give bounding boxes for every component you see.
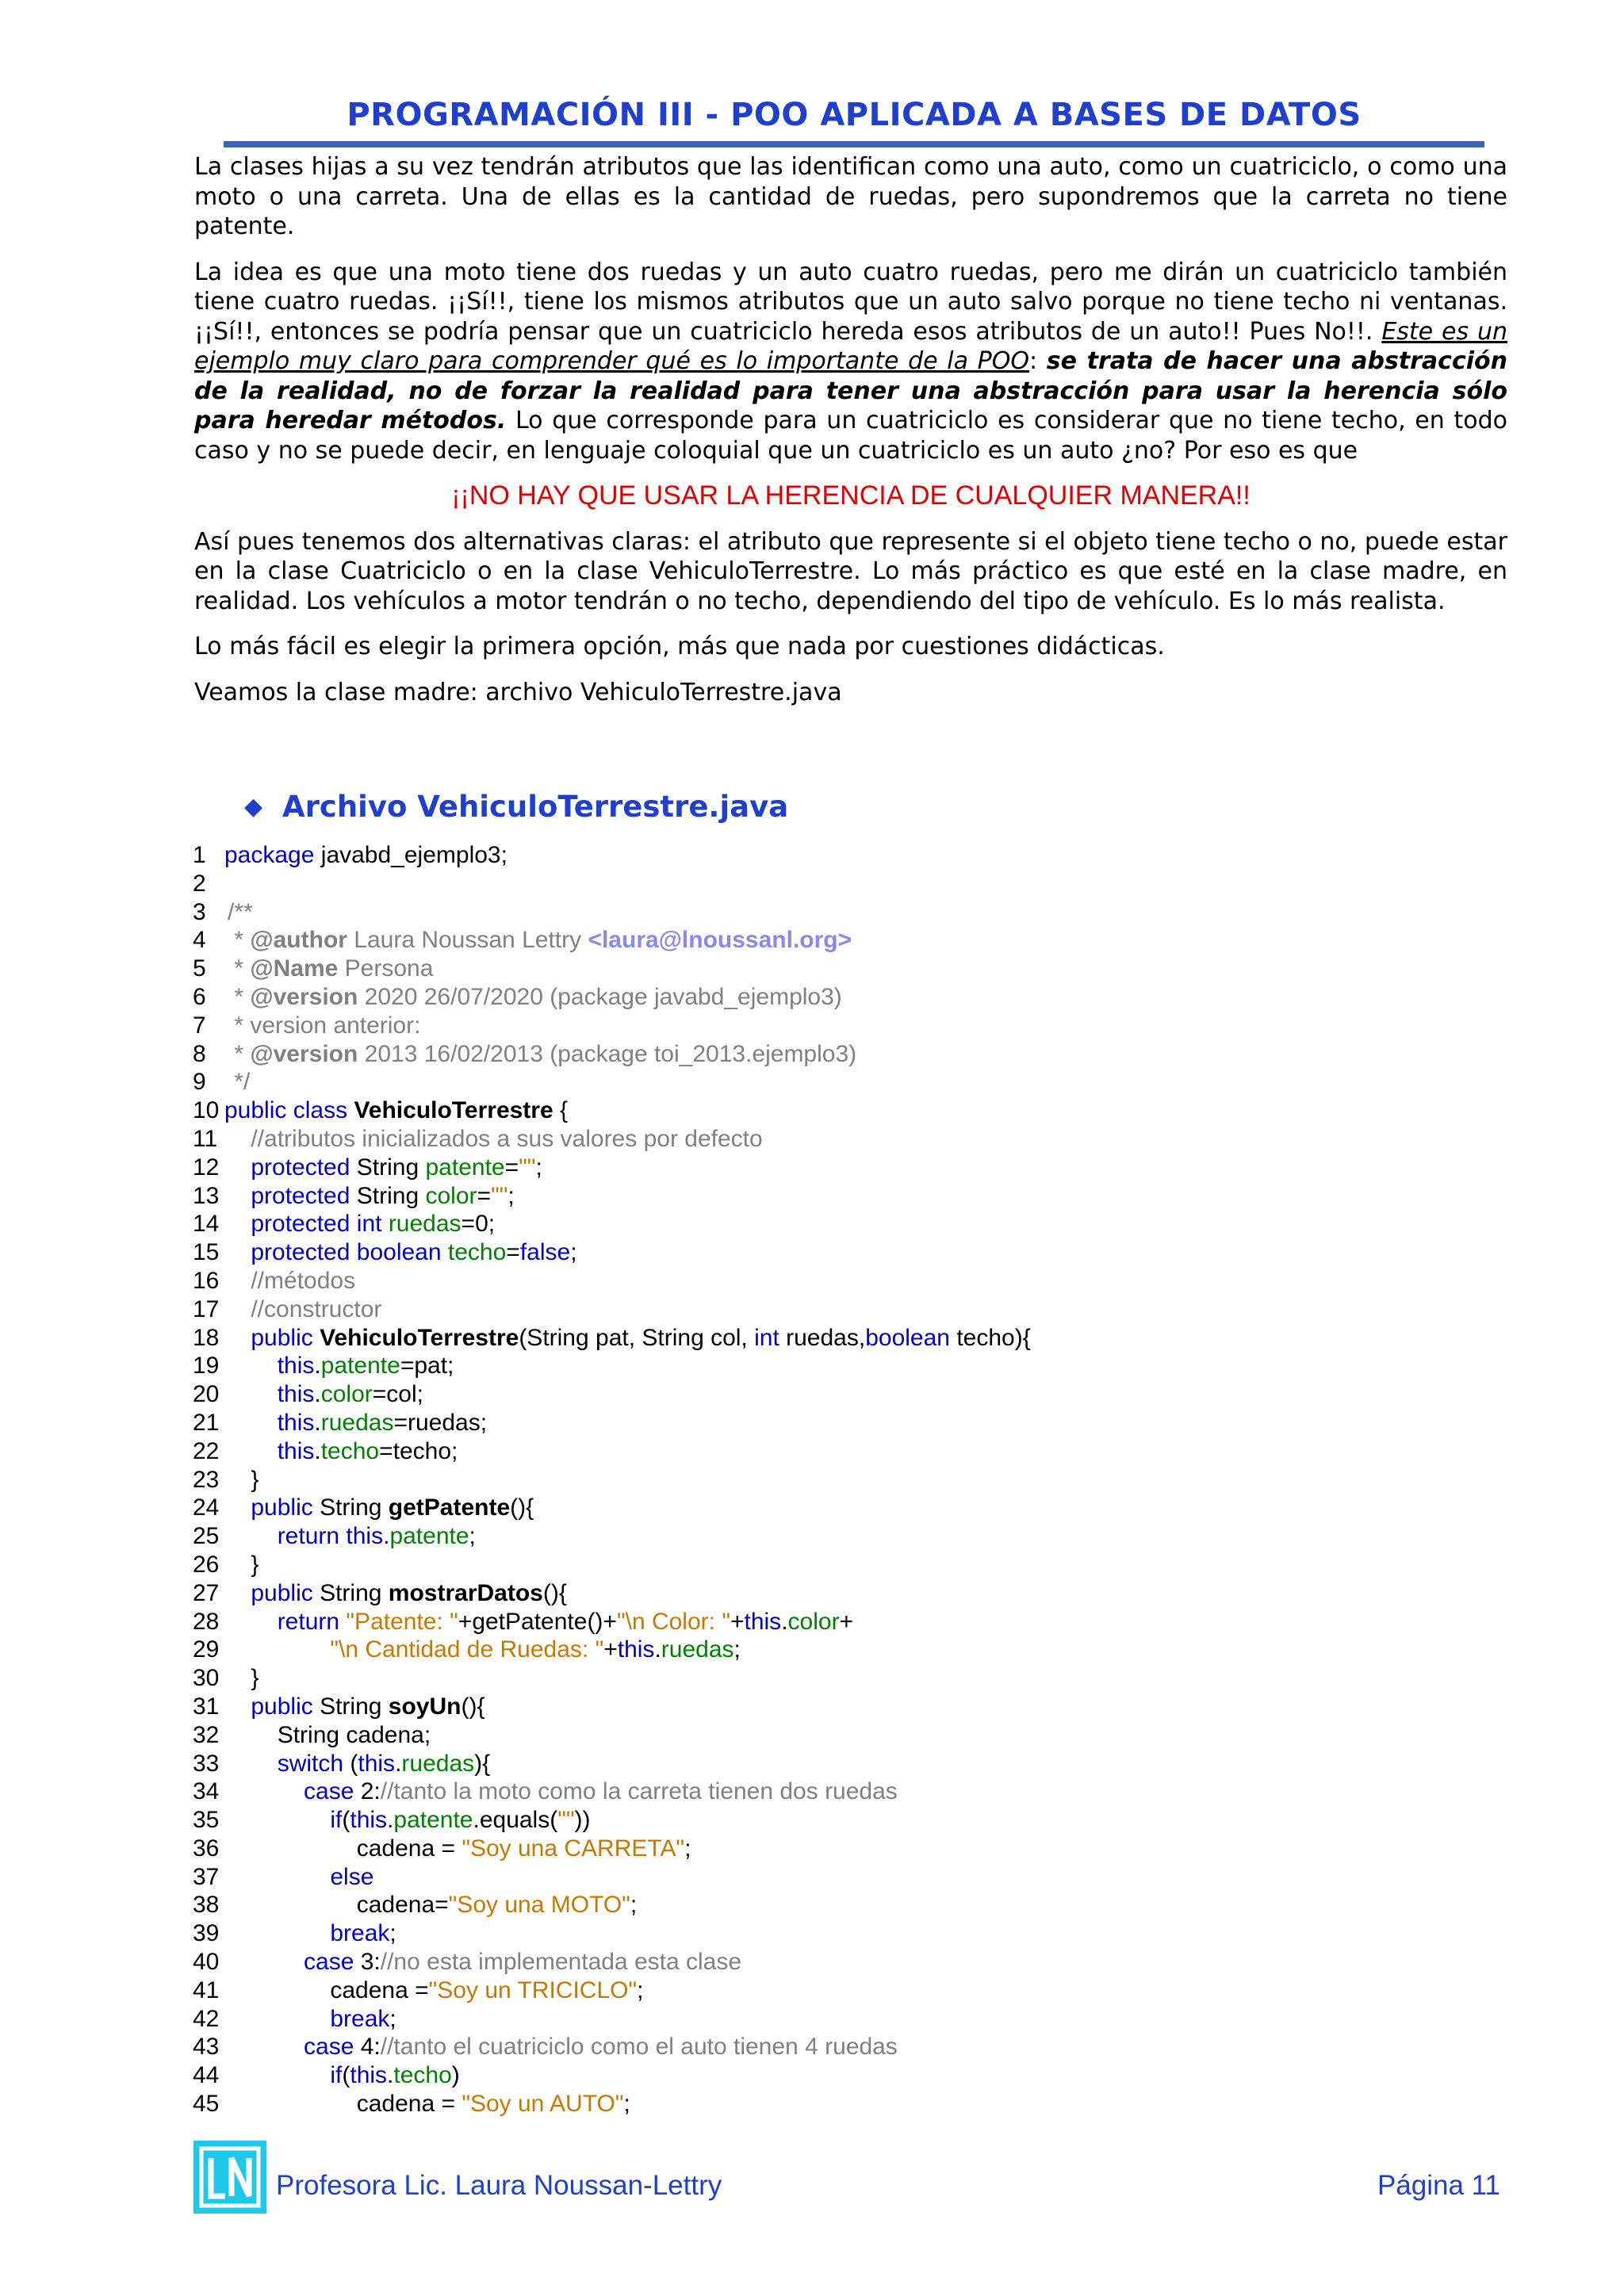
code-line [193,926,1509,955]
code-token: +getPatente()+ [458,1608,617,1635]
code-token: "\n Cantidad de Ruedas: " [330,1636,604,1663]
code-token: package [224,842,315,868]
code-token: case [304,1778,354,1805]
paragraph-3: Así pues tenemos dos alternativas claras: el atributo que represente si el objeto tiene techo o no, puede estar en la clase Cuatriciclo o en la clase VehiculoTerrestre. Lo más práctico es que esté en la clase madre, en realidad. Los vehículos a motor tendrán o no techo, dependiendo del tipo de vehículo. Es lo más realista. [194,527,1507,615]
line-number: 17 [193,1295,220,1322]
code-token: */ [228,1069,251,1096]
code-line: 32 String cadena; [193,1721,431,1748]
code-token: this [277,1409,315,1436]
code-token: "Soy un AUTO" [462,2091,624,2118]
code-token: mostrarDatos [388,1579,543,1606]
line-number: 32 [193,1721,220,1748]
code-line: 20 this.color=col; [193,1381,423,1408]
paragraph-4: Lo más fácil es elegir la primera opción, más que nada por cuestiones didácticas. [194,633,1165,660]
code-line: 41 cadena ="Soy un TRICICLO"; [193,1976,644,2003]
code-token: //tanto la moto como la carreta tienen dos ruedas [380,1778,898,1805]
code-token: protected [251,1211,350,1238]
code-token: String [277,1721,340,1748]
code-token: @version [250,1040,358,1067]
line-number: 13 [193,1182,220,1209]
code-token: * [228,983,251,1010]
code-token: "" [557,1807,575,1834]
code-token: this [277,1381,315,1408]
code-token: ruedas [320,1409,394,1436]
line-number: 6 [193,983,206,1010]
code-token: this [617,1636,655,1663]
code-line [193,898,1509,927]
line-number: 41 [193,1976,220,2003]
line-number: 16 [193,1267,220,1294]
code-token: "Soy una CARRETA" [462,1835,685,1862]
code-line: 25 return this.patente; [193,1523,476,1550]
line-number: 37 [193,1863,220,1890]
line-number: 18 [193,1324,220,1351]
line-number: 2 [193,870,206,897]
code-line: 27 public String mostrarDatos(){ [193,1579,567,1606]
line-number: 21 [193,1409,220,1436]
code-token: public [251,1494,313,1521]
code-token: //no esta implementada esta clase [380,1949,742,1976]
code-token: patente [320,1353,400,1380]
line-number: 7 [193,1012,206,1039]
line-number: 38 [193,1892,220,1919]
footer-author: Profesora Lic. Laura Noussan-Lettry [276,2170,722,2201]
code-token: VehiculoTerrestre [320,1324,519,1351]
line-number: 14 [193,1211,220,1238]
code-token: boolean [865,1324,950,1351]
section-heading-text: Archivo VehiculoTerrestre.java [282,790,789,824]
paragraph-2-text-e: Lo que corresponde para un cuatriciclo es considerar que no tiene techo, en todo caso y no se puede decir, en lenguaje coloquial que un cuatriciclo es un auto ¿no? Por eso es que [194,407,1508,465]
code-token: patente [425,1154,505,1181]
line-number: 27 [193,1579,220,1606]
diamond-bullet-icon: ◆ [244,793,263,821]
code-token: String [320,1494,382,1521]
line-number: 28 [193,1608,220,1635]
code-line [193,870,1509,898]
code-token: (String pat, String col, [519,1324,755,1351]
code-line: 36 cadena = "Soy una CARRETA"; [193,1835,691,1862]
code-token: ruedas [401,1750,475,1777]
code-token: switch [277,1750,344,1777]
paragraph-2-colon: : [1029,347,1047,375]
code-token: if [330,2062,343,2089]
line-number: 23 [193,1466,220,1493]
code-token: * [228,955,251,982]
code-line: 10 public class VehiculoTerrestre { [193,1097,569,1124]
paragraph-2-emphasis: Este es un ejemplo muy claro para comprender qué es lo importante de la POO [194,317,1507,375]
code-token: getPatente [388,1494,511,1521]
line-number: 33 [193,1750,220,1777]
ln-logo-icon [193,2141,266,2214]
line-number: 45 [193,2091,220,2118]
code-token: public [251,1579,313,1606]
section-heading [244,790,788,824]
code-token: if [330,1807,343,1834]
code-token: protected [251,1182,350,1209]
paragraph-1: La clases hijas a su vez tendrán atributos que las identifican como una auto, como un cuatriciclo, o como una moto o una carreta. Una de ellas es la cantidad de ruedas, pero supondremos que la carreta no tiene patente. [194,153,1507,240]
code-token: ruedas [388,1211,462,1238]
line-number: 40 [193,1949,220,1976]
code-token: @author [250,927,347,954]
code-token: case [304,1949,354,1976]
code-line: 28 return "Patente: "+getPatente()+"\n Color: "+this.color+ [193,1608,854,1635]
line-number: 3 [193,898,206,925]
code-line: 29 "\n Cantidad de Ruedas: "+this.ruedas; [193,1636,741,1663]
code-line: 39 break; [193,1920,396,1947]
line-number: 24 [193,1494,220,1521]
line-number: 42 [193,2005,220,2032]
line-number: 10 [193,1097,220,1124]
code-token: techo){ [949,1324,1031,1351]
code-token: "" [519,1154,536,1181]
line-number: 30 [193,1665,220,1692]
code-token: /** [228,898,253,925]
code-token: public [251,1693,313,1720]
code-line [193,1040,1509,1069]
code-line: 35 if(this.patente.equals("")) [193,1807,591,1834]
line-number: 11 [193,1125,218,1152]
paragraph-2-text-a: La idea es que una moto tiene dos ruedas y un auto cuatro ruedas, pero me dirán un cuatriciclo también tiene cuatro ruedas. ¡¡Sí!!, tiene los mismos atributos que un auto salvo porque no tiene techo ni ventanas. ¡¡Sí!!, entonces se podría pensar que un cuatriciclo hereda esos atributos de un auto!! Pues No!!. [194,258,1507,346]
code-token: String [356,1154,419,1181]
code-token: <laura@lnoussanl.org> [588,927,852,954]
line-number: 5 [193,955,206,982]
line-number: 15 [193,1239,220,1266]
line-number: 34 [193,1778,220,1805]
code-token: color [787,1608,840,1635]
line-number: 19 [193,1353,220,1380]
code-token: "Soy una MOTO" [448,1892,630,1919]
code-token: color [320,1381,373,1408]
code-token: ruedas [661,1636,734,1663]
code-token: //constructor [251,1295,382,1322]
code-line: 24 public String getPatente(){ [193,1494,534,1521]
code-line: 19 this.patente=pat; [193,1353,454,1380]
code-token: this [358,1750,396,1777]
code-token: patente [393,1807,473,1834]
paragraph-5: Veamos la clase madre: archivo VehiculoTerrestre.java [194,678,842,706]
code-line [193,1863,1509,1892]
line-number: 22 [193,1437,220,1464]
code-token: "Soy un TRICICLO" [428,1976,638,2003]
code-token: boolean [356,1239,442,1266]
code-token: //atributos inicializados a sus valores por defecto [251,1125,763,1152]
code-token: techo [447,1239,507,1266]
code-token: public [224,1097,287,1124]
code-token: this [744,1608,782,1635]
code-token: return [277,1523,340,1550]
code-token: * version anterior: [228,1012,421,1039]
code-line: 13 protected String color=""; [193,1182,515,1209]
code-line [193,1295,1509,1324]
code-line [193,983,1509,1012]
code-line: 31 public String soyUn(){ [193,1693,485,1720]
code-line: 40 case 3://no esta implementada esta clase [193,1949,742,1976]
code-token: ruedas, [779,1324,866,1351]
line-number: 36 [193,1835,220,1862]
code-token: javabd_ejemplo3; [314,842,508,868]
code-token: Laura Noussan Lettry [347,927,588,954]
code-line [193,1068,1509,1096]
code-line: 44 if(this.techo) [193,2062,460,2089]
code-line: 12 protected String patente=""; [193,1154,542,1181]
code-listing [193,841,1509,2118]
code-token: "" [491,1182,508,1209]
code-token: this [346,1523,384,1550]
code-token: this [277,1353,315,1380]
footer-page-number: Página 11 [1377,2170,1500,2201]
code-token: this [277,1437,315,1464]
code-token: //tanto el cuatriciclo como el auto tienen 4 ruedas [380,2034,898,2061]
code-token: techo [393,2062,452,2089]
code-token: color [425,1182,477,1209]
line-number: 35 [193,1807,220,1834]
code-line: 45 cadena = "Soy un AUTO"; [193,2091,630,2118]
code-token: @version [250,983,358,1010]
page-header-title: PROGRAMACIÓN III - POO APLICADA A BASES DE DATOS [347,97,1362,133]
code-token: //métodos [251,1267,356,1294]
code-token: this [350,1807,388,1834]
code-token: String [320,1693,382,1720]
line-number: 12 [193,1154,220,1181]
document-body [194,152,1507,723]
line-number: 43 [193,2034,220,2061]
code-token: "\n Color: " [616,1608,730,1635]
code-token: class [293,1097,348,1124]
code-token: break [330,1920,390,1947]
code-line: 30 } [193,1665,259,1692]
code-line: 38 cadena="Soy una MOTO"; [193,1892,638,1919]
code-line [193,1125,1509,1154]
code-token: String [320,1579,382,1606]
code-token: int [754,1324,779,1351]
code-token: public [251,1324,313,1351]
code-line: 43 case 4://tanto el cuatriciclo como el auto tienen 4 ruedas [193,2034,898,2061]
code-token: "Patente: " [346,1608,458,1635]
code-line: 26 } [193,1551,259,1578]
code-token: * [228,1040,251,1067]
code-token: patente [389,1523,469,1550]
code-token: 2020 26/07/2020 (package javabd_ejemplo3) [358,983,842,1010]
line-number: 29 [193,1636,220,1663]
line-number: 20 [193,1381,220,1408]
paragraph-2 [194,258,1507,466]
line-number: 44 [193,2062,220,2089]
line-number: 26 [193,1551,220,1578]
code-line [193,1324,1509,1353]
code-token: * [228,927,251,954]
code-token: Persona [338,955,434,982]
code-line: 14 protected int ruedas=0; [193,1211,496,1238]
line-number: 4 [193,927,206,954]
code-line [193,1012,1509,1040]
line-number: 9 [193,1069,206,1096]
code-token: VehiculoTerrestre [354,1097,553,1124]
code-token: return [277,1608,340,1635]
code-token: false [519,1239,571,1266]
code-line: 34 case 2://tanto la moto como la carreta tienen dos ruedas [193,1778,898,1805]
code-token: else [330,1863,374,1890]
line-number: 8 [193,1040,206,1067]
line-number: 1 [193,842,206,868]
code-token: String [356,1182,419,1209]
code-token: this [350,2062,388,2089]
code-token: @Name [250,955,339,982]
code-line [193,841,1509,870]
warning-text: ¡¡NO HAY QUE USAR LA HERENCIA DE CUALQUIER MANERA!! [451,480,1251,511]
code-token: case [304,2034,354,2061]
code-line: 23 } [193,1466,259,1493]
code-token: break [330,2005,390,2032]
code-line [193,1267,1509,1295]
code-token: 2013 16/02/2013 (package toi_2013.ejemplo3) [358,1040,857,1067]
code-token: protected [251,1154,350,1181]
code-line: 22 this.techo=techo; [193,1437,458,1464]
header-divider [224,141,1484,147]
code-token: soyUn [388,1693,462,1720]
code-line: 42 break; [193,2005,396,2032]
code-line: 15 protected boolean techo=false; [193,1239,577,1266]
paragraph-2-bold-statement: se trata de hacer una abstracción de la realidad, no de forzar la realidad para tener una abstracción para usar la herencia sólo para heredar métodos. [194,347,1507,434]
code-token: techo [320,1437,380,1464]
line-number: 39 [193,1920,220,1947]
code-token: int [356,1211,382,1238]
code-token: protected [251,1239,350,1266]
code-line: 21 this.ruedas=ruedas; [193,1409,488,1436]
line-number: 31 [193,1693,220,1720]
code-line [193,955,1509,983]
code-line: 33 switch (this.ruedas){ [193,1750,491,1777]
line-number: 25 [193,1523,220,1550]
